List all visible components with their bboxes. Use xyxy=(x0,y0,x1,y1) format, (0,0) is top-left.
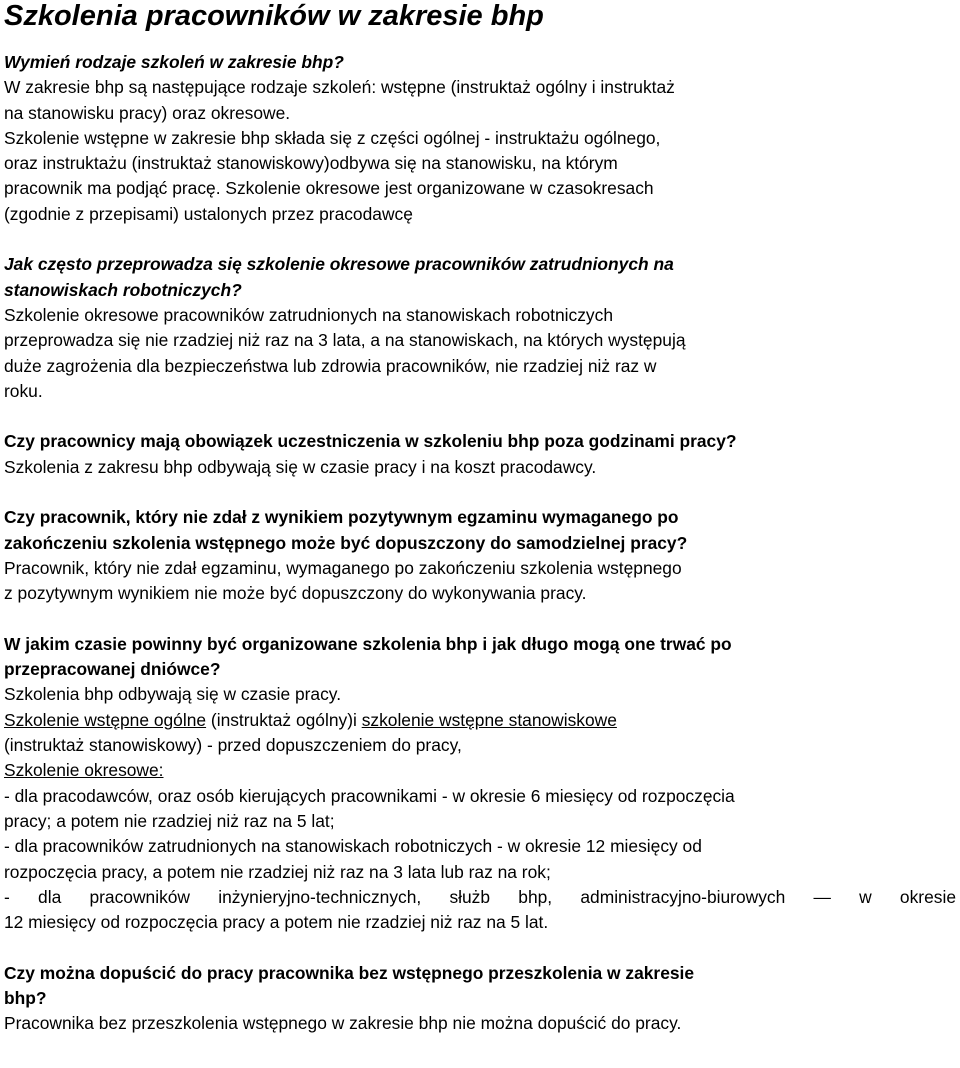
answer-line xyxy=(4,758,960,783)
answer-line: pracy; a potem nie rzadziej niż raz na 5 lat; xyxy=(4,810,335,831)
question-line: Czy pracownicy mają obowiązek uczestniczenia w szkoleniu bhp poza godzinami pracy? xyxy=(4,431,737,452)
answer-line: 12 miesięcy od rozpoczęcia pracy a potem nie rzadziej niż raz na 5 lat. xyxy=(4,912,549,933)
answer-line: duże zagrożenia dla bezpieczeństwa lub zdrowia pracowników, nie rzadziej niż raz w xyxy=(4,355,657,376)
section-czas-szkolen xyxy=(4,632,960,936)
answer-line: pracownik ma podjąć pracę. Szkolenie okresowe jest organizowane w czasokresach xyxy=(4,178,654,199)
szkolenie-wstepne-ogolne-label: Szkolenie wstępne ogólne xyxy=(4,709,207,730)
section-egzamin-po-szkoleniu xyxy=(4,505,960,606)
szkolenie-okresowe-label: Szkolenie okresowe: xyxy=(4,760,164,781)
answer-line: Pracownika bez przeszkolenia wstępnego w zakresie bhp nie można dopuścić do pracy. xyxy=(4,1013,682,1034)
answer-line: W zakresie bhp są następujące rodzaje szkoleń: wstępne (instruktaż ogólny i instruktaż xyxy=(4,77,675,98)
question-line: bhp? xyxy=(4,987,47,1008)
answer-line: (zgodnie z przepisami) ustalonych przez pracodawcę xyxy=(4,203,413,224)
answer-line: Szkolenia z zakresu bhp odbywają się w czasie pracy i na koszt pracodawcy. xyxy=(4,456,597,477)
answer-text: (instruktaż ogólny)i xyxy=(206,709,362,730)
question-line: Czy można dopuścić do pracy pracownika bez wstępnego przeszkolenia w zakresie xyxy=(4,962,695,983)
answer-line: - dla pracowników inżynieryjno-technicznych, służb bhp, administracyjno-biurowych — w okresie xyxy=(4,886,956,907)
answer-line: - dla pracowników zatrudnionych na stanowiskach robotniczych - w okresie 12 miesięcy od xyxy=(4,836,702,857)
answer-line: przeprowadza się nie rzadziej niż raz na 3 lata, a na stanowiskach, na których występują xyxy=(4,330,686,351)
answer-line: Szkolenie okresowe pracowników zatrudnionych na stanowiskach robotniczych xyxy=(4,304,613,325)
question-line: Jak często przeprowadza się szkolenie okresowe pracowników zatrudnionych na xyxy=(4,254,674,275)
document-page xyxy=(4,0,960,1037)
question-line: Wymień rodzaje szkoleń w zakresie bhp? xyxy=(4,52,344,72)
section-szkolenie-okresowe-robotnicy xyxy=(4,252,960,404)
answer-line: oraz instruktażu (instruktaż stanowiskowy)odbywa się na stanowisku, na którym xyxy=(4,153,618,174)
question-line: zakończeniu szkolenia wstępnego może być dopuszczony do samodzielnej pracy? xyxy=(4,532,688,553)
question-line: stanowiskach robotniczych? xyxy=(4,279,242,300)
answer-line: z pozytywnym wynikiem nie może być dopuszczony do wykonywania pracy. xyxy=(4,583,587,604)
answer-line xyxy=(4,708,960,733)
section-szkolenie-poza-godzinami xyxy=(4,429,960,480)
answer-line: rozpoczęcia pracy, a potem nie rzadziej niż raz na 3 lata lub raz na rok; xyxy=(4,861,551,882)
answer-line: Szkolenie wstępne w zakresie bhp składa się z części ogólnej - instruktażu ogólnego, xyxy=(4,127,661,148)
szkolenie-wstepne-stanowiskowe-label: szkolenie wstępne stanowiskowe xyxy=(361,709,617,730)
question-line: przepracowanej dniówce? xyxy=(4,659,221,680)
question-line: Czy pracownik, który nie zdał z wynikiem pozytywnym egzaminu wymaganego po xyxy=(4,507,679,528)
answer-line: Pracownik, który nie zdał egzaminu, wymaganego po zakończeniu szkolenia wstępnego xyxy=(4,557,682,578)
page-title: Szkolenia pracowników w zakresie bhp xyxy=(4,0,544,32)
answer-line: Szkolenia bhp odbywają się w czasie pracy. xyxy=(4,684,342,705)
question-line: W jakim czasie powinny być organizowane szkolenia bhp i jak długo mogą one trwać po xyxy=(4,633,732,654)
answer-line: - dla pracodawców, oraz osób kierujących pracownikami - w okresie 6 miesięcy od rozpoczęcia xyxy=(4,785,735,806)
answer-line: na stanowisku pracy) oraz okresowe. xyxy=(4,102,291,123)
section-rodzaje-szkolen xyxy=(4,50,960,227)
section-dopuszczenie-bez-szkolenia xyxy=(4,961,960,1037)
answer-line: (instruktaż stanowiskowy) - przed dopuszczeniem do pracy, xyxy=(4,735,462,756)
answer-line: roku. xyxy=(4,380,43,401)
